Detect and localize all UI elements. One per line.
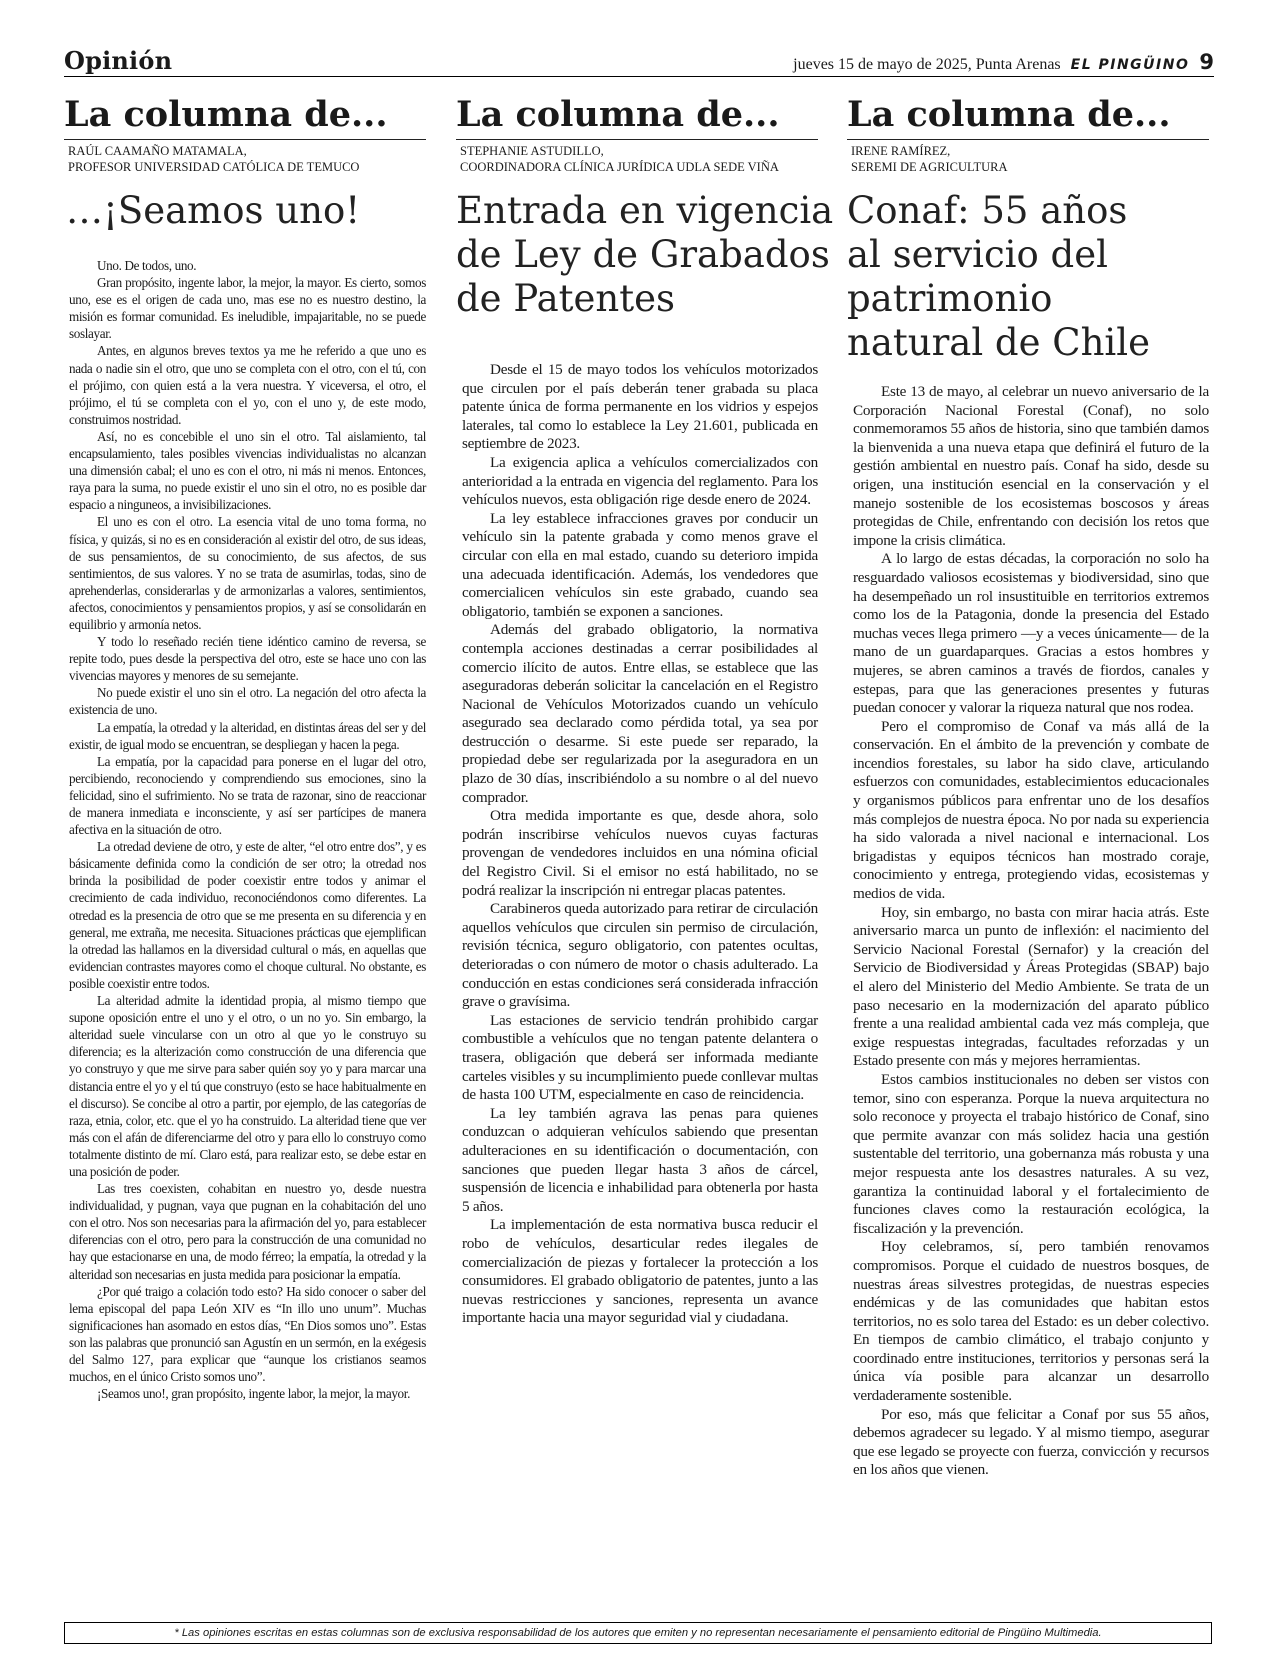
paragraph: La empatía, por la capacidad para ponerse en el lugar del otro, percibiendo, reconociendo y comprendiendo sus emociones, sino la felicidad, sino el sufrimiento. No se trata de razonar, sino de reaccionar de manera inmediata e inconsciente, y así ser partícipes de manera afectiva en la situación de otro. (69, 753, 426, 838)
paragraph: La ley también agrava las penas para quienes conduzcan o adquieran vehículos sabiendo que presentan adulteraciones en su identificación o documentación, con sanciones que pueden llegar hasta 3 años de cárcel, suspensión de licencia e inhabilidad para obtenerla por hasta 5 años. (462, 1104, 818, 1215)
title-line: natural de Chile (847, 321, 1150, 364)
paragraph: Por eso, más que felicitar a Conaf por sus 55 años, debemos agradecer su legado. Y al mismo tiempo, asegurar que ese legado se proyecte con fuerza, convicción y recursos en los años que vienen. (853, 1405, 1209, 1479)
article-body (847, 383, 1209, 1480)
paragraph: Desde el 15 de mayo todos los vehículos motorizados que circulen por el país deberán tener grabada su placa patente única de forma permanente en los vidrios y espejos laterales, tal como lo establece la Ley 21.601, publicada en septiembre de 2023. (462, 361, 818, 453)
page-header (64, 42, 1214, 77)
column-ramirez (847, 92, 1209, 1480)
author-role: COORDINADORA CLÍNICA JURÍDICA UDLA SEDE VIÑA (460, 160, 779, 174)
column-label: La columna de... (456, 92, 818, 140)
paragraph: Y todo lo reseñado recién tiene idéntico camino de reversa, se repite todo, pues desde la perspectiva del otro, este se hace uno con las vivencias mayores y menores de su semejante. (69, 634, 426, 684)
paragraph: Las estaciones de servicio tendrán prohibido cargar combustible a vehículos que no tengan patente delantera o trasera, obligación que deberá ser informada mediante carteles visibles y su incumplimiento puede conllevar multas de hasta 100 UTM, especialmente en caso de reincidencia. (462, 1011, 818, 1104)
title-line: de Ley de Grabados (456, 233, 830, 276)
article-title (847, 189, 1209, 365)
date-line: jueves 15 de mayo de 2025, Punta Arenas (793, 56, 1061, 73)
title-line: …¡Seamos uno! (66, 189, 361, 232)
author-name: IRENE RAMÍREZ, (851, 144, 951, 158)
paragraph: La otredad deviene de otro, y este de alter, “el otro entre dos”, y es básicamente definida como la condición de ser otro; la otredad nos brinda la posibilidad de poder coexistir entre todos y animar el crecimiento de cada individuo, reconociéndonos como diferentes. La otredad es la presencia de otro que se me presenta en su diferencia y en general, me extraña, me necesita. Situaciones prácticas que ejemplifican la otredad las hallamos en la diversidad cultural o más, en aquellas que evidencian contrastes mayores como el choque cultural. No obstante, es posible coexistir entre todos. (69, 839, 426, 991)
author-name: STEPHANIE ASTUDILLO, (460, 144, 604, 158)
paragraph: Hoy, sin embargo, no basta con mirar hacia atrás. Este aniversario marca un punto de inflexión: el nacimiento del Servicio Nacional Forestal (Sernafor) y la creación del Servicio de Biodiversidad y Áreas Protegidas (SBAP) bajo el alero del Ministerio del Medio Ambiente. Se trata de un paso necesario en la modernización del aparato público frente a una realidad ambiental cada vez más compleja, que exige respuestas integradas, facultades reforzadas y un Estado presente con más y mejores herramientas. (853, 903, 1209, 1070)
column-label: La columna de... (64, 92, 426, 140)
article-title (66, 189, 426, 233)
paragraph: El uno es con el otro. La esencia vital de uno toma forma, no física, y quizás, si no es en consideración al existir del otro, de sus ideas, de sus pensamientos, de su conocimiento, de sus afectos, de sus sentimientos, de sus valores. Y no se trata de asumirlas, todas, sino de aprehenderlas, considerarlas y de armonizarlas a valores, sentimientos, afectos, conocimientos y pensamientos propios, y así se consolidarán en equilibrio y armonía netos. (69, 514, 426, 632)
paragraph: ¿Por qué traigo a colación todo esto? Ha sido conocer o saber del lema episcopal del papa León XIV es “In illo uno unum”. Muchas significaciones han asomado en estos días, “En Dios somos uno”. Estas son las palabras que pronunció san Agustín en un sermón, en la exégesis del Salmo 127, para explicar que “aunque los cristianos seamos muchos, en el único Cristo somos uno”. (69, 1283, 426, 1385)
article-body (456, 361, 818, 1328)
paragraph: Estos cambios institucionales no deben ser vistos con temor, sino con esperanza. Porque la nueva arquitectura no solo reconoce y proyecta el trabajo histórico de Conaf, sino que permite avanzar con más solidez hacia una gestión sustentable del territorio, una gobernanza más robusta y una mejor respuesta ante los desastres naturales. A su vez, garantiza la continuidad laboral y el fortalecimiento de funciones claves como la restauración ecológica, la fiscalización y la prevención. (853, 1070, 1209, 1237)
title-line: Conaf: 55 años (847, 189, 1128, 232)
column-label: La columna de... (847, 92, 1209, 140)
author-role: PROFESOR UNIVERSIDAD CATÓLICA DE TEMUCO (68, 160, 360, 174)
column-caamano (64, 92, 426, 1402)
paragraph: A lo largo de estas décadas, la corporación no solo ha resguardado valiosos ecosistemas y biodiversidad, sino que ha desempeñado un rol insustituible en territorios extremos como los de la Patagonia, donde la presencia del Estado muchas veces llega primero —y a veces únicamente— de la mano de un guardaparques. Gracias a estos hombres y mujeres, se abren caminos a través de fiordos, canales y estepas, para que las generaciones presentes y futuras puedan conocer y valorar la riqueza natural que nos rodea. (853, 550, 1209, 717)
paragraph: La implementación de esta normativa busca reducir el robo de vehículos, desarticular redes ilegales de comercialización de piezas y fortalecer la protección a los consumidores. El grabado obligatorio de patentes, junto a las nuevas restricciones y sanciones, representa un avance importante hacia una mayor seguridad vial y ciudadana. (462, 1216, 818, 1327)
article-body (64, 257, 426, 1402)
paragraph: Este 13 de mayo, al celebrar un nuevo aniversario de la Corporación Nacional Forestal (Conaf), no solo conmemoramos 55 años de historia, sino que también damos la bienvenida a una nueva etapa que definirá el futuro de la gestión ambiental en nuestro país. Conaf ha sido, desde su origen, una institución esencial en la conservación y el manejo sostenible de los ecosistemas boscosos y áreas protegidas de Chile, enfrentando con decisión los retos que impone la crisis climática. (853, 383, 1209, 549)
article-title (456, 189, 834, 321)
title-line: patrimonio (847, 277, 1053, 320)
column-astudillo (456, 92, 834, 1328)
author-role: SEREMI DE AGRICULTURA (851, 160, 1008, 174)
paragraph: La alteridad admite la identidad propia, al mismo tiempo que supone oposición entre el uno y el otro, o un no yo. Sin embargo, la alteridad suele vincularse con un otro al que yo le construyo su diferencia; es la alterización como construcción de una diferencia que yo construyo y que me sirve para saber quién soy yo y para marcar una distancia entre el yo y el tú que construyo (esto se hace habitualmente en el discurso). Se concibe al otro a partir, por ejemplo, de las categorías de raza, etnia, color, etc. que el yo ha construido. La alteridad tiene que ver más con el afán de diferenciarme del otro y para ello lo construyo como totalmente distinto de mí. Claro está, para realizar esto, se debe estar en una posición de poder. (69, 993, 426, 1179)
paragraph: ¡Seamos uno!, gran propósito, ingente labor, la mejor, la mayor. (97, 1386, 411, 1402)
paragraph: Uno. De todos, uno. (97, 258, 197, 273)
paragraph: Gran propósito, ingente labor, la mejor, la mayor. Es cierto, somos uno, ese es el origen de cada uno, mas ese no es nuestro destino, la misión es formar comunidad. Es ineludible, impajaritable, no se puede soslayar. (69, 275, 426, 342)
paragraph: Las tres coexisten, cohabitan en nuestro yo, desde nuestra individualidad, y pugnan, vaya que pugnan en la cohabitación del uno con el otro. Nos son necesarias para la afirmación del yo, para establecer diferencias con el otro, pero para la construcción de una comunidad no hay que estacionarse en una, de modo férreo; la empatía, la otredad y la alteridad son necesarias en justa medida para posicionar la empatía. (69, 1181, 426, 1282)
newspaper-logo: EL PINGÜINO (1070, 57, 1190, 73)
paragraph: Así, no es concebible el uno sin el otro. Tal aislamiento, tal encapsulamiento, tales posibles vivencias individualistas no alcanzan una dimensión cabal; el uno es con el otro, ni más ni menos. Entonces, raya para la suma, no puede existir el uno sin el otro, no es posible dar espacio a ninguneos, a invisibilizaciones. (69, 428, 426, 513)
title-line: al servicio del (847, 233, 1108, 276)
paragraph: No puede existir el uno sin el otro. La negación del otro afecta la existencia de uno. (69, 685, 426, 718)
paragraph: Carabineros queda autorizado para retirar de circulación aquellos vehículos que circulen sin permiso de circulación, revisión técnica, seguro obligatorio, con patentes ocultas, deterioradas o con número de motor o chasis adulterado. La conducción en estas condiciones será considerada infracción grave o gravísima. (462, 900, 818, 1011)
paragraph: La empatía, la otredad y la alteridad, en distintas áreas del ser y del existir, de igual modo se encuentran, se despliegan y hacen la pega. (69, 719, 426, 752)
paragraph: Otra medida importante es que, desde ahora, solo podrán inscribirse vehículos nuevos cuyas facturas provengan de vendedores incluidos en una nómina oficial del Registro Civil. Si el emisor no está habilitado, no se podrá realizar la inscripción ni entregar placas patentes. (462, 807, 818, 899)
paragraph: La ley establece infracciones graves por conducir un vehículo sin la patente grabada y como menos grave el circular con ella en mal estado, cuando su deterioro impida una adecuada identificación. Además, los vendedores que comercialicen vehículos sin este grabado, cuando sea obligatorio, también se exponen a sanciones. (462, 509, 818, 620)
paragraph: La exigencia aplica a vehículos comercializados con anterioridad a la entrada en vigencia del reglamento. Para los vehículos nuevos, esta obligación rige desde enero de 2024. (462, 453, 818, 509)
title-line: de Patentes (456, 277, 675, 320)
paragraph: Además del grabado obligatorio, la normativa contempla acciones destinadas a cerrar posibilidades al comercio ilícito de autos. Entre ellas, se establece que las aseguradoras deberán solicitar la cancelación en el Registro Nacional de Vehículos Motorizados cuando un vehículo asegurado sea declarado como pérdida total, ya sea por destrucción o desarme. Si este puede ser reparado, la propiedad debe ser regularizada por la aseguradora en un plazo de 30 días, inscribiéndolo a su nombre o al del nuevo comprador. (462, 621, 818, 806)
section-label: Opinión (64, 46, 173, 75)
title-line: Entrada en vigencia (456, 189, 834, 232)
paragraph: Antes, en algunos breves textos ya me he referido a que uno es nada o nadie sin el otro, que uno se completa con el otro, con el tú, con el prójimo, con quien está a la vera nuestra. Y viceversa, el otro, el prójimo, el tú se completa con el yo, con el uno y, de este modo, construimos nostridad. (69, 343, 426, 427)
author-name: RAÚL CAAMAÑO MATAMALA, (68, 144, 247, 158)
editorial-disclaimer: * Las opiniones escritas en estas columnas son de exclusiva responsabilidad de los autores que emiten y no representan necesariamente el pensamiento editorial de Pingüino Multimedia. (64, 1622, 1212, 1644)
paragraph: Pero el compromiso de Conaf va más allá de la conservación. En el ámbito de la prevención y combate de incendios forestales, su labor ha sido clave, articulando esfuerzos con comunidades, establecimientos educacionales y organismos públicos para enfrentar uno de los desafíos más complejos de nuestra época. No por nada su experiencia ha sido valorada a nivel nacional e internacional. Los brigadistas y equipos técnicos han mostrado coraje, conocimiento y entrega, protegiendo vidas, ecosistemas y medios de vida. (853, 717, 1209, 903)
header-meta (793, 50, 1214, 74)
page-number: 9 (1199, 50, 1214, 74)
paragraph: Hoy celebramos, sí, pero también renovamos compromisos. Porque el cuidado de nuestros bosques, de nuestras áreas silvestres protegidas, de nuestras especies endémicas y de las comunidades que habitan estos territorios, no es solo tarea del Estado: es un deber colectivo. En tiempos de cambio climático, el trabajo conjunto y coordinado entre instituciones, territorios y personas será la única vía posible para alcanzar un desarrollo verdaderamente sostenible. (853, 1238, 1209, 1405)
